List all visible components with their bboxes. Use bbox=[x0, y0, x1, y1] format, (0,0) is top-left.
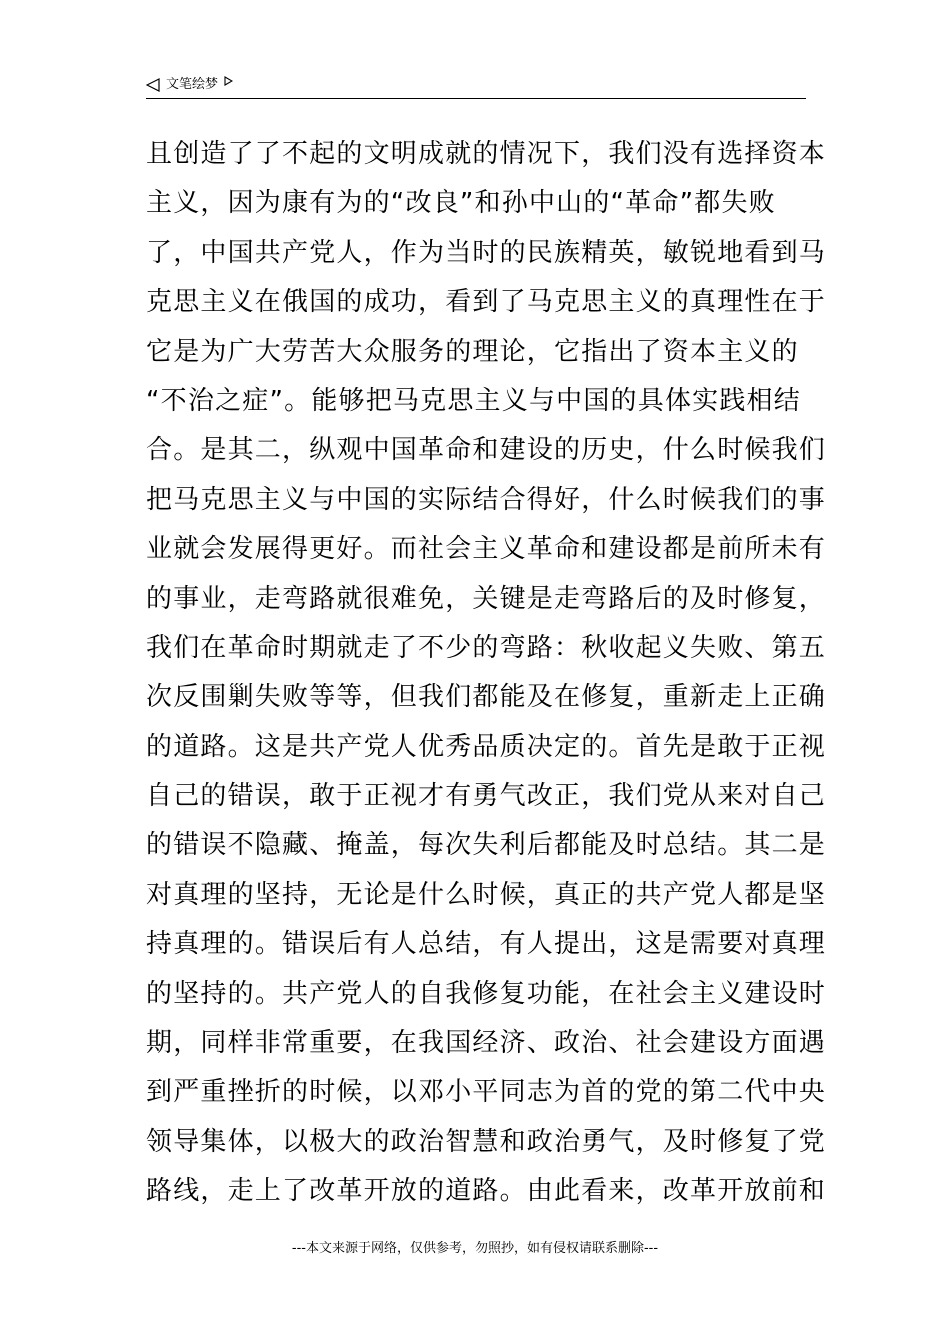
body-text bbox=[146, 130, 827, 1217]
text-line: 它是为广大劳苦大众服务的理论，它指出了资本主义的 bbox=[146, 336, 799, 367]
footer-notice: ---本文来源于网络，仅供参考，勿照抄，如有侵权请联系删除--- bbox=[291, 1241, 659, 1256]
text-line: 合。是其二，纵观中国革命和建设的历史，什么时候我们 bbox=[146, 435, 827, 466]
brand-name: 文笔绘梦 bbox=[166, 77, 219, 92]
triangle-left-icon bbox=[146, 78, 160, 92]
header-brand bbox=[146, 76, 233, 94]
page-header bbox=[146, 74, 806, 99]
text-line: 次反围剿失败等等，但我们都能及在修复，重新走上正确 bbox=[146, 682, 827, 713]
text-line: 克思主义在俄国的成功，看到了马克思主义的真理性在于 bbox=[146, 287, 827, 318]
text-line: 对真理的坚持，无论是什么时候，真正的共产党人都是坚 bbox=[146, 879, 827, 910]
text-line: 的错误不隐藏、掩盖，每次失利后都能及时总结。其二是 bbox=[146, 830, 827, 861]
text-line: 了，中国共产党人，作为当时的民族精英，敏锐地看到马 bbox=[146, 237, 827, 268]
text-line: 把马克思主义与中国的实际结合得好，什么时候我们的事 bbox=[146, 484, 827, 515]
text-line: 自己的错误，敢于正视才有勇气改正，我们党从来对自己 bbox=[146, 781, 827, 812]
text-line: 期，同样非常重要，在我国经济、政治、社会建设方面遇 bbox=[146, 1028, 827, 1059]
text-line: 且创造了了不起的文明成就的情况下，我们没有选择资本 bbox=[146, 139, 827, 169]
text-line: 领导集体，以极大的政治智慧和政治勇气，及时修复了党 bbox=[146, 1126, 827, 1157]
text-line: “不治之症”。能够把马克思主义与中国的具体实践相结 bbox=[146, 385, 801, 416]
text-line: 持真理的。错误后有人总结，有人提出，这是需要对真理 bbox=[146, 929, 827, 960]
triangle-right-icon bbox=[224, 76, 233, 86]
text-line: 主义，因为康有为的“改良”和孙中山的“革命”都失败 bbox=[146, 188, 776, 219]
text-line: 的事业，走弯路就很难免，关键是走弯路后的及时修复， bbox=[146, 583, 827, 614]
text-line: 路线，走上了改革开放的道路。由此看来，改革开放前和 bbox=[146, 1176, 827, 1207]
text-line: 到严重挫折的时候，以邓小平同志为首的党的第二代中央 bbox=[146, 1077, 827, 1108]
text-line: 业就会发展得更好。而社会主义革命和建设都是前所未有 bbox=[146, 534, 827, 565]
text-line: 的道路。这是共产党人优秀品质决定的。首先是敢于正视 bbox=[146, 731, 827, 762]
text-line: 的坚持的。共产党人的自我修复功能，在社会主义建设时 bbox=[146, 978, 827, 1009]
text-line: 我们在革命时期就走了不少的弯路：秋收起义失败、第五 bbox=[146, 632, 827, 663]
